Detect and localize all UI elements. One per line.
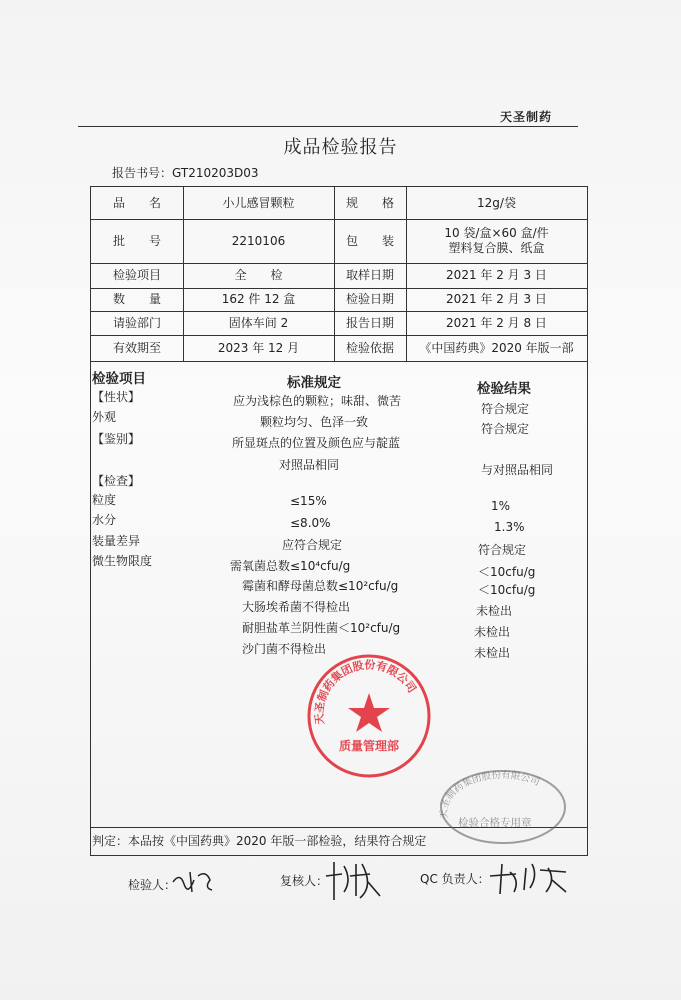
col-header-result: 检验结果 [477, 381, 531, 397]
value-packaging [406, 219, 587, 263]
value-batch: 2210106 [231, 233, 286, 248]
red-stamp-sub: 质量管理部 [339, 739, 400, 753]
col-header-item: 检验项目 [92, 371, 146, 387]
qc-label: QC 负责人： [420, 872, 490, 886]
inspector-label: 检验人： [128, 878, 177, 892]
gray-stamp-ring-text: 天圣制药集团股份有限公司 [438, 769, 542, 820]
item-appearance: 外观 [92, 410, 117, 424]
label-department: 请验部门 [112, 315, 161, 330]
label-report-date: 报告日期 [345, 315, 394, 330]
res-character: 符合规定 [481, 402, 530, 416]
value-product-name: 小儿感冒颗粒 [222, 195, 295, 210]
label-sampling-date: 取样日期 [345, 268, 394, 282]
report-number: 报告书号：GT210203D03 [112, 166, 259, 180]
inspector-signature [168, 866, 218, 896]
value-report-date: 2021 年 2 月 8 日 [446, 315, 547, 330]
res-fill-variation: 符合规定 [478, 543, 527, 557]
res-appearance: 符合规定 [481, 422, 530, 436]
res-particle-size: 1% [491, 499, 511, 513]
res-aerobic: ＜10cfu/g [478, 565, 536, 579]
label-expiry: 有效期至 [112, 340, 161, 355]
res-mold-yeast: ＜10cfu/g [478, 583, 536, 597]
res-salmonella: 未检出 [474, 646, 511, 660]
label-basis: 检验依据 [345, 340, 394, 355]
value-packaging-count: 10 袋/盒×60 盒/件 [444, 226, 549, 240]
item-inspection-section: 【检查】 [92, 474, 141, 488]
res-moisture: 1.3% [494, 520, 525, 534]
col-header-standard: 标准规定 [287, 375, 341, 391]
value-packaging-material: 塑料复合膜、纸盒 [448, 241, 545, 255]
res-identification: 与对照品相同 [481, 463, 554, 477]
header-rule [78, 126, 578, 127]
std-e-coli: 大肠埃希菌不得检出 [242, 600, 351, 614]
star-icon [348, 693, 390, 732]
reviewer-signature [322, 856, 386, 906]
label-test-date: 检验日期 [345, 292, 394, 306]
std-aerobic: 需氧菌总数≤10⁴cfu/g [230, 559, 351, 573]
qc-signature [486, 858, 572, 902]
value-test-date: 2021 年 2 月 3 日 [446, 292, 547, 306]
item-identification: 【鉴别】 [92, 432, 141, 446]
res-bile-tolerant: 未检出 [474, 625, 511, 639]
value-quantity: 162 件 12 盒 [221, 292, 296, 306]
item-particle-size: 粒度 [92, 493, 117, 507]
std-salmonella: 沙门菌不得检出 [242, 642, 327, 656]
label-packaging: 包 装 [345, 233, 394, 248]
value-department: 固体车间 2 [228, 315, 289, 330]
std-bile-tolerant: 耐胆盐革兰阴性菌＜10²cfu/g [242, 621, 401, 635]
gray-stamp-sub: 检验合格专用章 [458, 817, 532, 829]
label-product-name: 品 名 [112, 195, 161, 210]
std-moisture: ≤8.0% [290, 516, 331, 530]
std-identification-1: 所显斑点的位置及颜色应与靛蓝 [232, 436, 401, 450]
report-title: 成品检验报告 [283, 137, 398, 158]
reviewer-label: 复核人： [280, 874, 329, 888]
item-moisture: 水分 [92, 513, 117, 527]
res-e-coli: 未检出 [476, 604, 513, 618]
label-batch: 批 号 [112, 233, 161, 248]
brand-label: 天圣制药 [500, 110, 553, 124]
value-test-items: 全 检 [234, 268, 283, 282]
inspection-qualified-stamp [438, 765, 568, 845]
item-microbial-limit: 微生物限度 [92, 554, 153, 568]
label-test-items: 检验项目 [112, 268, 161, 282]
svg-text:天圣制药集团股份有限公司 [439, 769, 542, 819]
label-spec: 规 格 [345, 195, 394, 210]
std-fill-variation: 应符合规定 [282, 538, 343, 552]
red-stamp-ring-text: 天圣制药集团股份有限公司 [312, 658, 419, 726]
std-mold-yeast: 霉菌和酵母菌总数≤10²cfu/g [242, 579, 399, 593]
value-basis: 《中国药典》2020 年版一部 [419, 340, 574, 355]
item-fill-variation: 装量差异 [92, 534, 141, 548]
std-particle-size: ≤15% [290, 494, 327, 508]
std-appearance: 颗粒均匀、色泽一致 [260, 415, 369, 429]
quality-dept-stamp [306, 653, 432, 779]
label-quantity: 数 量 [112, 292, 161, 306]
conclusion-text: 判定：本品按《中国药典》2020 年版一部检验，结果符合规定 [92, 834, 427, 848]
value-spec: 12g/袋 [477, 195, 516, 210]
item-appearance-section: 【性状】 [92, 390, 141, 404]
std-identification-2: 对照品相同 [279, 458, 340, 472]
value-expiry: 2023 年 12 月 [217, 340, 300, 355]
std-character: 应为浅棕色的颗粒；味甜、微苦 [233, 394, 402, 408]
value-sampling-date: 2021 年 2 月 3 日 [446, 268, 547, 282]
